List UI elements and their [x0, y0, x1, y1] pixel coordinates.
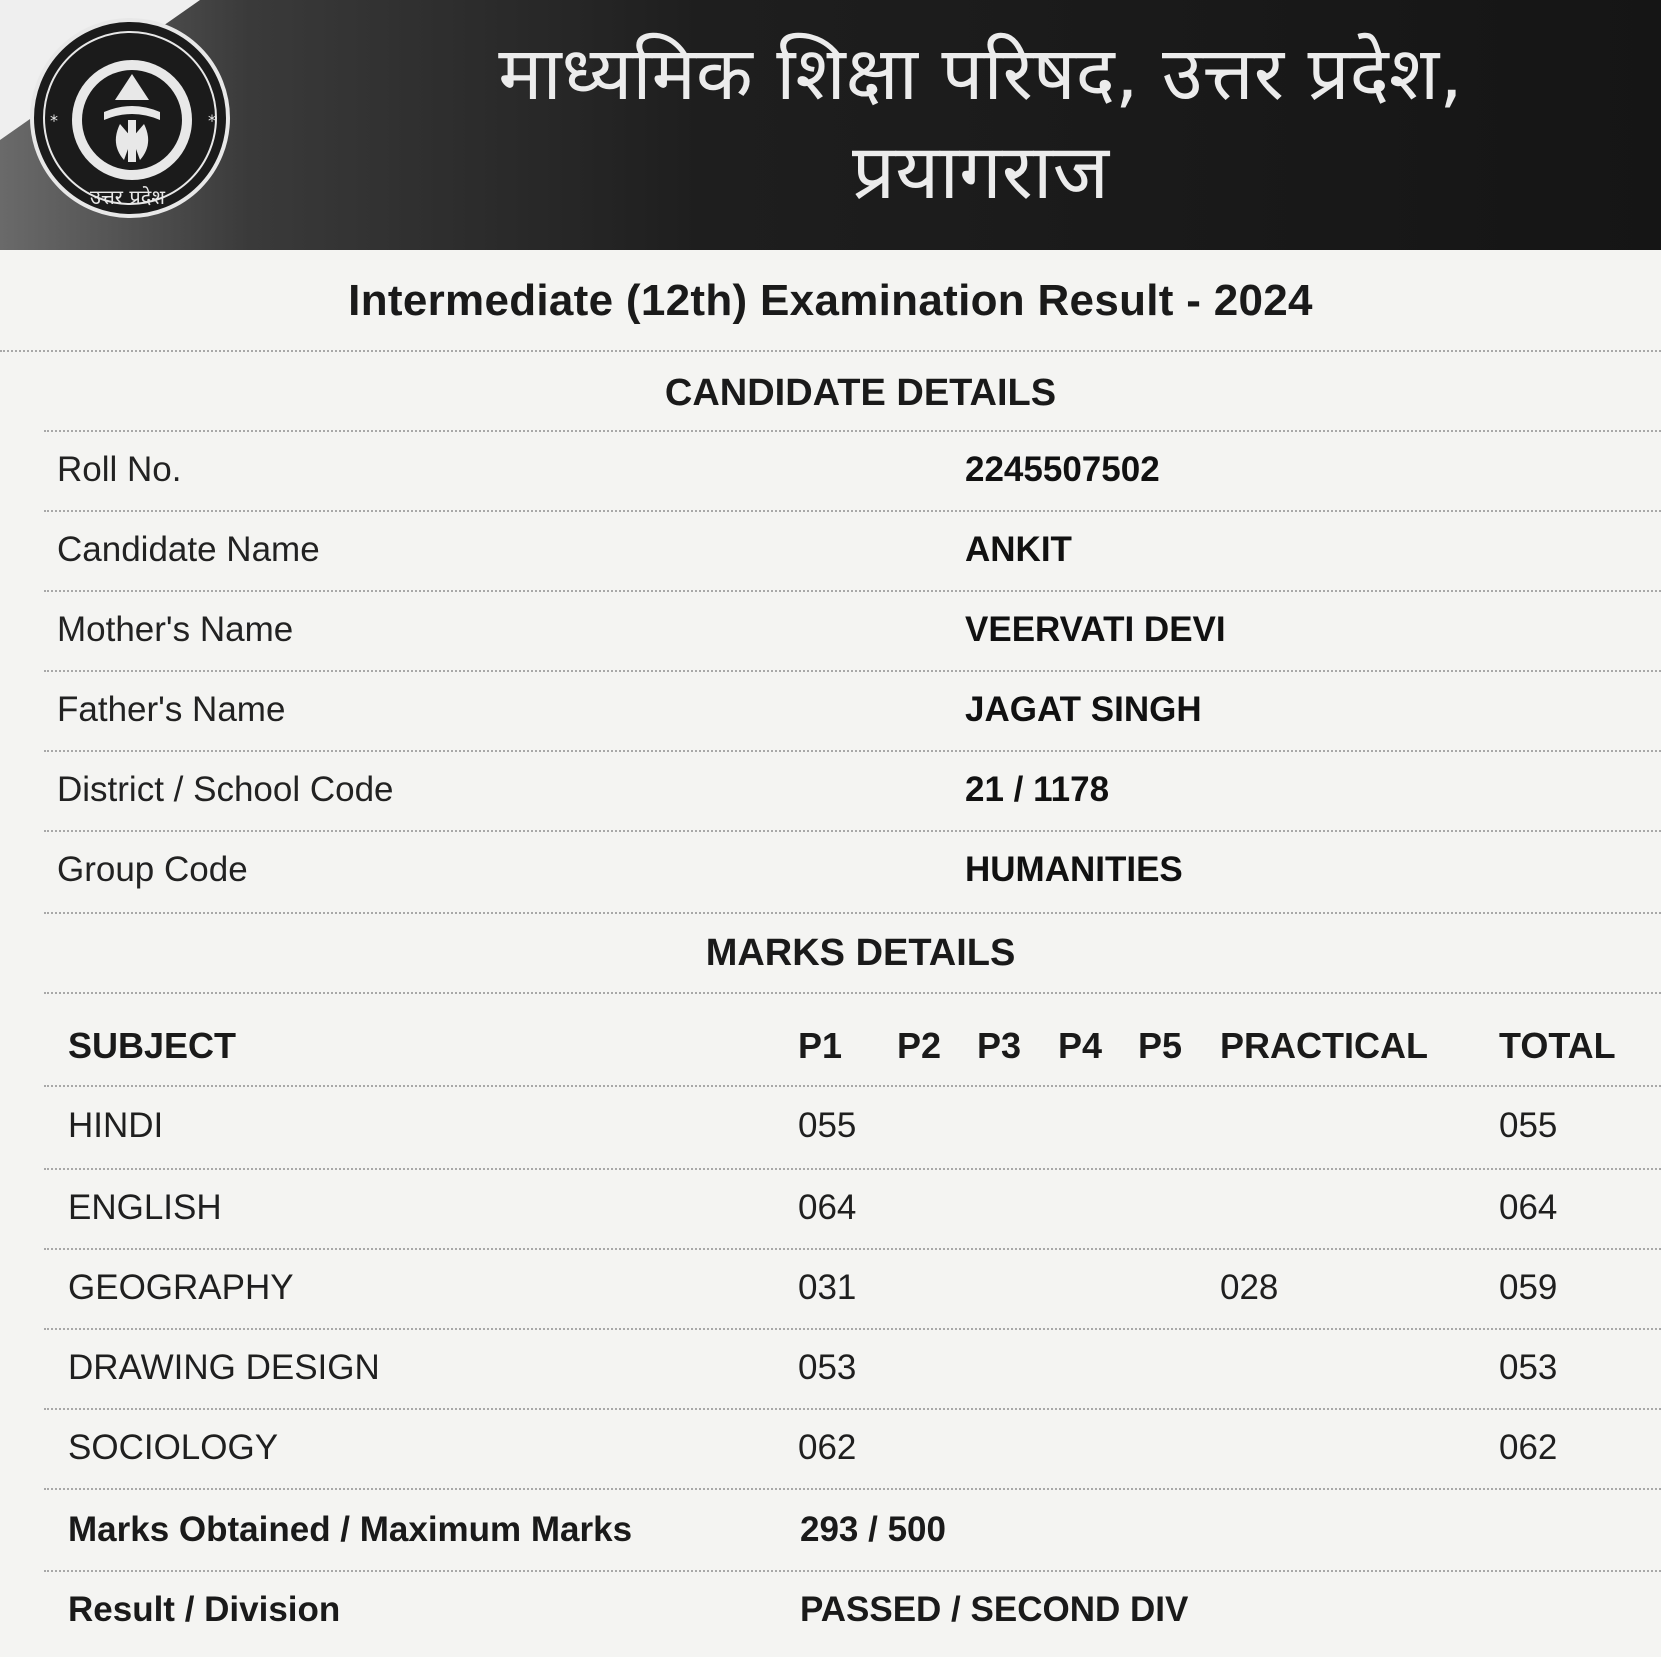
col-p1: P1	[798, 1025, 843, 1066]
result-title: Intermediate (12th) Examination Result - 2024	[348, 276, 1313, 325]
divider	[44, 1085, 1661, 1087]
group-code-label: Group Code	[57, 850, 248, 889]
mother-name-label: Mother's Name	[57, 610, 294, 649]
divider	[44, 1570, 1661, 1572]
divider	[44, 830, 1661, 832]
subject-cell: HINDI	[68, 1106, 164, 1145]
divider	[44, 670, 1661, 672]
total-cell: 062	[1499, 1428, 1558, 1467]
mother-name-value: VEERVATI DEVI	[965, 610, 1226, 649]
col-subject: SUBJECT	[68, 1025, 237, 1066]
divider	[0, 350, 1661, 352]
p1-cell: 053	[798, 1348, 857, 1387]
total-cell: 053	[1499, 1348, 1558, 1387]
father-name-label: Father's Name	[57, 690, 286, 729]
roll-no-value: 2245507502	[965, 450, 1160, 489]
divider	[44, 1168, 1661, 1170]
divider	[44, 1248, 1661, 1250]
district-school-code-label: District / School Code	[57, 770, 394, 809]
seal-text: उत्तर प्रदेश	[90, 185, 165, 209]
subject-cell: ENGLISH	[68, 1188, 222, 1227]
p1-cell: 062	[798, 1428, 857, 1467]
practical-cell: 028	[1220, 1268, 1279, 1307]
total-cell: 059	[1499, 1268, 1558, 1307]
subject-cell: DRAWING DESIGN	[68, 1348, 380, 1387]
p1-cell: 064	[798, 1188, 857, 1227]
subject-cell: GEOGRAPHY	[68, 1268, 294, 1307]
candidate-name-label: Candidate Name	[57, 530, 320, 569]
board-name-line1: माध्यमिक शिक्षा परिषद, उत्तर प्रदेश,	[498, 31, 1463, 117]
marks-details-heading: MARKS DETAILS	[705, 932, 1016, 974]
divider	[44, 992, 1661, 994]
marks-obtained-label: Marks Obtained / Maximum Marks	[68, 1510, 633, 1549]
result-division-value: PASSED / SECOND DIV	[800, 1590, 1189, 1629]
subject-cell: SOCIOLOGY	[68, 1428, 279, 1467]
divider	[44, 912, 1661, 914]
divider	[44, 1328, 1661, 1330]
candidate-details-heading: CANDIDATE DETAILS	[664, 372, 1057, 414]
total-cell: 055	[1499, 1106, 1558, 1145]
total-cell: 064	[1499, 1188, 1558, 1227]
district-school-code-value: 21 / 1178	[965, 770, 1110, 809]
roll-no-label: Roll No.	[57, 450, 182, 489]
divider	[44, 430, 1661, 432]
p1-cell: 055	[798, 1106, 857, 1145]
svg-text:*: *	[50, 111, 58, 130]
board-header	[0, 0, 1661, 250]
father-name-value: JAGAT SINGH	[965, 690, 1202, 729]
divider	[44, 510, 1661, 512]
result-division-label: Result / Division	[68, 1590, 341, 1629]
marks-obtained-value: 293 / 500	[800, 1510, 946, 1549]
divider	[44, 590, 1661, 592]
board-name-line2: प्रयागराज	[852, 127, 1109, 216]
svg-text:*: *	[208, 111, 216, 130]
divider	[44, 750, 1661, 752]
divider	[44, 1488, 1661, 1490]
col-p3: P3	[977, 1025, 1022, 1066]
col-practical: PRACTICAL	[1220, 1025, 1428, 1066]
up-emblem-seal-icon	[20, 8, 240, 228]
col-p4: P4	[1058, 1025, 1103, 1066]
col-total: TOTAL	[1499, 1025, 1616, 1066]
group-code-value: HUMANITIES	[965, 850, 1183, 889]
col-p2: P2	[897, 1025, 942, 1066]
divider	[44, 1408, 1661, 1410]
candidate-name-value: ANKIT	[965, 530, 1072, 569]
p1-cell: 031	[798, 1268, 857, 1307]
col-p5: P5	[1138, 1025, 1183, 1066]
